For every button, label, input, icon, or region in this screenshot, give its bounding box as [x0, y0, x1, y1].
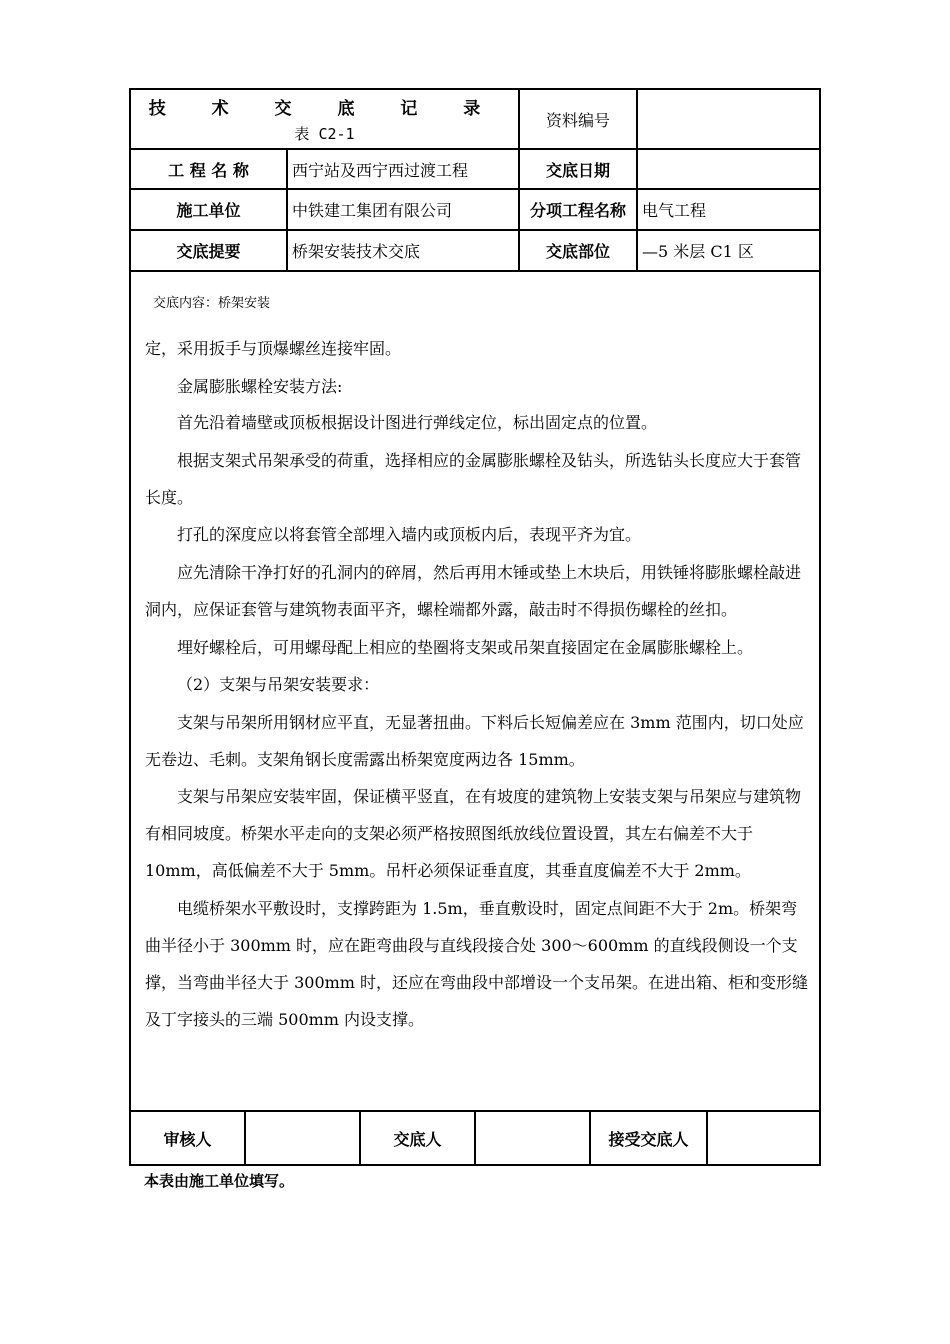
receiver-label: 接受交底人	[608, 1129, 689, 1149]
unit-value: 中铁建工集团有限公司	[292, 201, 453, 220]
receiver-value[interactable]	[708, 1112, 819, 1164]
summary-value: 桥架安装技术交底	[292, 242, 421, 261]
content-intro: 交底内容：桥架安装	[153, 296, 271, 311]
reviewer-label: 审核人	[163, 1129, 212, 1149]
subproject-value: 电气工程	[642, 201, 707, 220]
project-row	[131, 150, 819, 188]
presenter-label: 交底人	[393, 1129, 442, 1149]
content-paragraph: 支架与吊架应安装牢固，保证横平竖直，在有坡度的建筑物上安装支架与吊架应与建筑物有相同坡度。桥架水平走向的支架必须严格按照图纸放线位置设置，其左右偏差不大于 10mm，高低偏差不大于 5mm。吊杆必须保证垂直度，其垂直度偏差不大于 2mm。	[145, 787, 802, 880]
title-cell	[131, 90, 518, 148]
technical-briefing-form	[129, 88, 821, 1166]
content-paragraph: 埋好螺栓后，可用螺母配上相应的垫圈将支架或吊架直接固定在金属膨胀螺栓上。	[177, 638, 754, 657]
content-paragraph: 电缆桥架水平敷设时，支撑跨距为 1.5m，垂直敷设时，固定点间距不大于 2m。桥架弯曲半径小于 300mm 时，应在距弯曲段与直线段接合处 300～600mm 的直线段侧设一个支撑，当弯曲半径大于 300mm 时，还应在弯曲段中部增设一个支吊架。在进出箱、柜和变形缝及丁字接头的三端 500mm 内设支撑。	[145, 899, 809, 1029]
form-title: 技 术 交 底 记 录	[148, 99, 501, 119]
form-number: 表 C2-1	[294, 125, 355, 143]
content-paragraph: 根据支架式吊架承受的荷重，选择相应的金属膨胀螺栓及钻头，所选钻头长度应大于套管长度。	[145, 451, 802, 507]
row-divider	[131, 270, 819, 272]
subproject-label: 分项工程名称	[529, 201, 626, 220]
date-label: 交底日期	[545, 160, 610, 180]
unit-row	[131, 190, 819, 229]
summary-label: 交底提要	[176, 242, 241, 261]
reviewer-value[interactable]	[246, 1112, 359, 1164]
presenter-value[interactable]	[476, 1112, 589, 1164]
signature-row	[131, 1112, 819, 1164]
title-row	[131, 90, 819, 148]
date-value[interactable]	[638, 150, 819, 188]
content-paragraph: 支架与吊架所用钢材应平直，无显著扭曲。下料后长短偏差应在 3mm 范围内，切口处应无卷边、毛刺。支架角钢长度需露出桥架宽度两边各 15mm。	[145, 713, 804, 769]
unit-label: 施工单位	[176, 201, 241, 220]
summary-row	[131, 231, 819, 270]
content-paragraph: （2）支架与吊架安装要求：	[177, 675, 380, 694]
project-name-value: 西宁站及西宁西过渡工程	[292, 160, 469, 180]
doc-no-label: 资料编号	[545, 110, 610, 130]
content-paragraph: 金属膨胀螺栓安装方法:	[177, 377, 343, 396]
content-paragraph: 打孔的深度应以将套管全部埋入墙内或顶板内后，表现平齐为宜。	[177, 525, 642, 544]
project-name-label: 工 程 名 称	[168, 160, 249, 180]
location-value: —5 米层 C1 区	[642, 242, 754, 261]
location-label: 交底部位	[545, 242, 610, 261]
content-paragraph: 定，采用扳手与顶爆螺丝连接牢固。	[145, 339, 402, 358]
content-paragraph: 应先清除干净打好的孔洞内的碎屑，然后再用木锤或垫上木块后，用铁锤将膨胀螺栓敲进洞内，应保证套管与建筑物表面平齐，螺栓端都外露，敲击时不得损伤螺栓的丝扣。	[145, 563, 802, 619]
content-paragraph: 首先沿着墙壁或顶板根据设计图进行弹线定位，标出固定点的位置。	[177, 413, 658, 432]
doc-no-value[interactable]	[638, 90, 819, 148]
form-footnote: 本表由施工单位填写。	[144, 1172, 295, 1190]
